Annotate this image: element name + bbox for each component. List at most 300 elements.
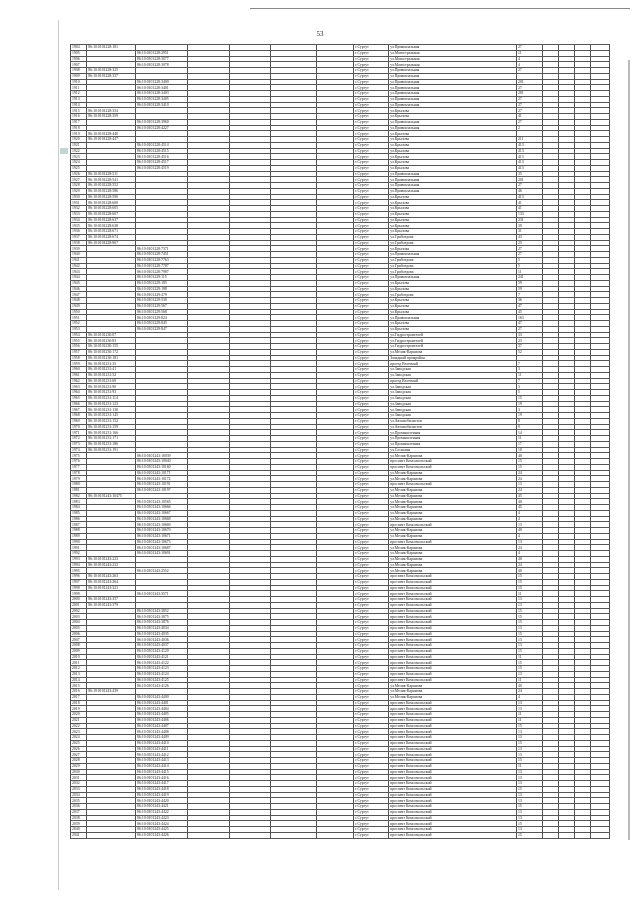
cell-city: г.Сургут <box>354 183 389 189</box>
cell-k2: 86:10:0101243:4417 <box>136 781 188 787</box>
cell-k2: 86:10:0101229:185 <box>136 280 188 286</box>
cell-city: г.Сургут <box>354 746 389 752</box>
cell-street: ул.Крылова <box>389 321 517 327</box>
cell-street: проспект Комсомольский <box>389 677 517 683</box>
cell-k1: 86:10:0101228:607 <box>87 211 136 217</box>
cell-k1: 86:10:0101228:590 <box>87 194 136 200</box>
cell-k2: 86:10:0101243:4400 <box>136 694 188 700</box>
cell-k2: 86:10:0101243:4411 <box>136 746 188 752</box>
cell-street: ул.Привокзальная <box>389 171 517 177</box>
cell-n: 2014 <box>71 677 87 683</box>
cell-k2: 86:10:0101243:4418 <box>136 786 188 792</box>
cell-k2: 86:10:0101243:10669 <box>136 522 188 528</box>
cell-street: проспект Комсомольский <box>389 752 517 758</box>
cell-street: проспект Комсомольский <box>389 660 517 666</box>
cell-k2: 86:10:0101243:4120 <box>136 648 188 654</box>
cell-street: проспект Комсомольский <box>389 832 517 838</box>
cell-city: г.Сургут <box>354 809 389 815</box>
cell-street: проспект Комсомольский <box>389 815 517 821</box>
cell-city: г.Сургут <box>354 827 389 833</box>
cell-h: 59 <box>517 286 543 292</box>
cell-street: ул.Промышленная <box>389 441 517 447</box>
cell-street: ул.Крылова <box>389 286 517 292</box>
cell-city: г.Сургут <box>354 395 389 401</box>
cell-city: г.Сургут <box>354 50 389 56</box>
cell-k2: 86:10:0101243:4421 <box>136 804 188 810</box>
cell-h: 52 <box>517 349 543 355</box>
cell-n: 2012 <box>71 666 87 672</box>
cell-street: проспект Комсомольский <box>389 781 517 787</box>
cell-n: 2000 <box>71 597 87 603</box>
cell-street: ул.Привокзальная <box>389 252 517 258</box>
cell-street: проезд Взлетный <box>389 361 517 367</box>
cell-city: г.Сургут <box>354 775 389 781</box>
cell-city: г.Сургут <box>354 206 389 212</box>
cell-city: г.Сургут <box>354 229 389 235</box>
cell-k2: 86:10:0101243:4413 <box>136 758 188 764</box>
cell-k1 <box>87 832 136 838</box>
cell-city: г.Сургут <box>354 62 389 68</box>
cell-n: 1945 <box>71 280 87 286</box>
cell-h: 27 <box>517 45 543 51</box>
cell-h: 37 <box>517 344 543 350</box>
cell-k2: 86:10:0101228:4227 <box>136 125 188 131</box>
cell-city: г.Сургут <box>354 68 389 74</box>
cell-city: г.Сургут <box>354 137 389 143</box>
cell-city: г.Сургут <box>354 453 389 459</box>
cell-k2: 86:10:0101243:4419 <box>136 792 188 798</box>
cell-city: г.Сургут <box>354 735 389 741</box>
cell-h: 4 <box>517 510 543 516</box>
cell-city: г.Сургут <box>354 556 389 562</box>
cell-street: проспект Комсомольский <box>389 482 517 488</box>
cell-h: 11 <box>517 436 543 442</box>
cell-n: 1985 <box>71 510 87 516</box>
cell-n: 1932 <box>71 206 87 212</box>
cell-h: 15 <box>517 821 543 827</box>
cell-k2: 86:10:0101243:4124 <box>136 671 188 677</box>
cell-n: 1978 <box>71 470 87 476</box>
cell-k2: 86:10:0101243:4404 <box>136 706 188 712</box>
cell-n: 1953 <box>71 326 87 332</box>
cell-k2: 86:10:0101229:845 <box>136 321 188 327</box>
cell-city: г.Сургут <box>354 102 389 108</box>
cell-city: г.Сургут <box>354 712 389 718</box>
cell-n: 1926 <box>71 171 87 177</box>
cell-city: г.Сургут <box>354 326 389 332</box>
cell-city: г.Сургут <box>354 177 389 183</box>
cell-street: ул.Заводская <box>389 407 517 413</box>
cell-street: ул.Привокзальная <box>389 91 517 97</box>
cell-h: 45 <box>517 505 543 511</box>
cell-n: 1904 <box>71 45 87 51</box>
cell-street: ул.Крылова <box>389 114 517 120</box>
cell-h: 27 <box>517 96 543 102</box>
cell-street: проспект Комсомольский <box>389 792 517 798</box>
cell-city: г.Сургут <box>354 269 389 275</box>
cell-h: 13 <box>517 735 543 741</box>
cell-k1: 86:10:0101230:172 <box>87 349 136 355</box>
cell-n: 1943 <box>71 269 87 275</box>
cell-street: ул.Заводская <box>389 367 517 373</box>
cell-city: г.Сургут <box>354 648 389 654</box>
cell-k1: 86:10:0101230:83 <box>87 338 136 344</box>
cell-h: 40 <box>517 528 543 534</box>
cell-k2: 86:10:0101243:4424 <box>136 821 188 827</box>
cell-city: г.Сургут <box>354 821 389 827</box>
cell-street: проспект Комсомольский <box>389 717 517 723</box>
cell-k2: 86:10:0101243:10160 <box>136 464 188 470</box>
cell-h: 13 <box>517 809 543 815</box>
cell-street: проспект Комсомольский <box>389 746 517 752</box>
cell-k2: 86:10:0101228:7763 <box>136 257 188 263</box>
cell-h: 13 <box>517 539 543 545</box>
cell-n: 1980 <box>71 482 87 488</box>
cell-k2: 86:10:0101243:4035 <box>136 631 188 637</box>
cell-street: проспект Комсомольский <box>389 809 517 815</box>
cell-city: г.Сургут <box>354 694 389 700</box>
cell-k2: 86:10:0101243:4123 <box>136 666 188 672</box>
cell-city: г.Сургут <box>354 298 389 304</box>
cell-k2: 86:10:0101243:4410 <box>136 740 188 746</box>
cell-city: г.Сургут <box>354 740 389 746</box>
cell-street: ул.Мелик-Карамова <box>389 556 517 562</box>
cell-n: 1912 <box>71 91 87 97</box>
cell-h: 47 <box>517 303 543 309</box>
cell-k1: 86:10:0101231:41 <box>87 367 136 373</box>
cell-h: 59 <box>517 280 543 286</box>
cell-city: г.Сургут <box>354 522 389 528</box>
cell-n: 1931 <box>71 200 87 206</box>
cell-k2: 86:10:0101243:4420 <box>136 798 188 804</box>
cell-street: проспект Комсомольский <box>389 769 517 775</box>
cell-n: 1914 <box>71 102 87 108</box>
cell-street: проспект Комсомольский <box>389 614 517 620</box>
cell-street: проспект Комсомольский <box>389 700 517 706</box>
cell-h: 11 <box>517 372 543 378</box>
cell-city: г.Сургут <box>354 505 389 511</box>
cell-street: ул.Привокзальная <box>389 73 517 79</box>
cell-street: проспект Комсомольский <box>389 585 517 591</box>
cell-h: 413 <box>517 142 543 148</box>
cell-n: 1962 <box>71 378 87 384</box>
cell-n: 1924 <box>71 160 87 166</box>
cell-n: 2015 <box>71 683 87 689</box>
cell-street: ул.Грибоедова <box>389 292 517 298</box>
cell-n: 2028 <box>71 758 87 764</box>
cell-k2: 86:10:0101243:10668 <box>136 516 188 522</box>
cell-n: 1927 <box>71 177 87 183</box>
cell-n: 2035 <box>71 798 87 804</box>
cell-h: 4 <box>517 56 543 62</box>
cell-street: ул.Грибоедова <box>389 257 517 263</box>
cell-city: г.Сургут <box>354 568 389 574</box>
cell-city: г.Сургут <box>354 131 389 137</box>
cell-n: 1954 <box>71 332 87 338</box>
cell-h: 15 <box>517 804 543 810</box>
cell-city: г.Сургут <box>354 338 389 344</box>
cell-h: 40 <box>517 568 543 574</box>
cell-n: 1946 <box>71 286 87 292</box>
cell-n: 1968 <box>71 413 87 419</box>
cell-k2: 86:10:0101228:4519 <box>136 165 188 171</box>
cell-h: 11 <box>517 269 543 275</box>
cell-city: г.Сургут <box>354 476 389 482</box>
cell-k1: 86:10:0101231:90 <box>87 384 136 390</box>
cell-n: 1982 <box>71 493 87 499</box>
cell-street: проспект Комсомольский <box>389 574 517 580</box>
cell-n: 1994 <box>71 562 87 568</box>
cell-n: 1984 <box>71 505 87 511</box>
cell-city: г.Сургут <box>354 758 389 764</box>
cell-street: ул.Заводская <box>389 401 517 407</box>
cell-n: 2025 <box>71 740 87 746</box>
cell-city: г.Сургут <box>354 752 389 758</box>
cell-n: 1907 <box>71 62 87 68</box>
cell-n: 1937 <box>71 234 87 240</box>
cell-k2: 86:10:0101243:4407 <box>136 723 188 729</box>
cell-street: ул.Крылова <box>389 303 517 309</box>
cell-street: проспект Комсомольский <box>389 648 517 654</box>
cell-k1: 86:10:0101231:152 <box>87 418 136 424</box>
cell-city: г.Сургут <box>354 798 389 804</box>
cell-city: г.Сургут <box>354 194 389 200</box>
cell-n: 2036 <box>71 804 87 810</box>
cell-k1: 86:10:0101231:186 <box>87 441 136 447</box>
cell-city: г.Сургут <box>354 332 389 338</box>
cell-city: г.Сургут <box>354 654 389 660</box>
cell-city: г.Сургут <box>354 252 389 258</box>
cell-city: г.Сургут <box>354 608 389 614</box>
cell-k1: 86:10:0101228:552 <box>87 183 136 189</box>
cell-n: 2002 <box>71 608 87 614</box>
cell-city: г.Сургут <box>354 372 389 378</box>
cell-k2: 86:10:0101229:115 <box>136 275 188 281</box>
cell-k1: 86:10:0101231:130 <box>87 407 136 413</box>
cell-k2: 86:10:0101243:4425 <box>136 827 188 833</box>
cell-k2: 86:10:0101243:4401 <box>136 700 188 706</box>
cell-k2: 86:10:0101243:10191 <box>136 482 188 488</box>
cell-k2: 86:10:0101229:824 <box>136 315 188 321</box>
cell-k1: 86:10:0101228:337 <box>87 73 136 79</box>
cell-h: 13 <box>517 775 543 781</box>
cell-k2: 86:10:0101243:4121 <box>136 654 188 660</box>
cell-street: проспект Комсомольский <box>389 723 517 729</box>
cell-h: 27 <box>517 102 543 108</box>
cell-k2: 86:10:0101243:4122 <box>136 660 188 666</box>
cell-street: ул.Мелик-Карамова <box>389 499 517 505</box>
cell-city: г.Сургут <box>354 240 389 246</box>
cell-h: 27 <box>517 85 543 91</box>
cell-k2: 86:10:0101243:10040 <box>136 459 188 465</box>
cell-h: 13 <box>517 602 543 608</box>
cell-k1: 86:10:0101228:586 <box>87 188 136 194</box>
cell-city: г.Сургут <box>354 677 389 683</box>
cell-h: 15 <box>517 723 543 729</box>
cell-n: 1934 <box>71 217 87 223</box>
cell-city: г.Сургут <box>354 413 389 419</box>
cell-h: 11 <box>517 654 543 660</box>
cell-n: 1959 <box>71 361 87 367</box>
cell-city: г.Сургут <box>354 620 389 626</box>
cell-city: г.Сургут <box>354 114 389 120</box>
cell-street: ул.Крылова <box>389 154 517 160</box>
cell-h: 27 <box>517 326 543 332</box>
cell-n: 1974 <box>71 447 87 453</box>
cell-n: 1948 <box>71 298 87 304</box>
cell-n: 1990 <box>71 539 87 545</box>
right-page-edge <box>628 60 630 840</box>
cell-n: 2019 <box>71 706 87 712</box>
cell-street: ул.Крылова <box>389 142 517 148</box>
cell-h: 15 <box>517 579 543 585</box>
cell-k1: 86:10:0101228:181 <box>87 45 136 51</box>
cell-city: г.Сургут <box>354 792 389 798</box>
cell-n: 2022 <box>71 723 87 729</box>
cell-street: ул.Привокзальная <box>389 275 517 281</box>
cell-n: 2017 <box>71 694 87 700</box>
cell-city: г.Сургут <box>354 390 389 396</box>
cell-city: г.Сургут <box>354 73 389 79</box>
cell-n: 2016 <box>71 689 87 695</box>
cell-k1: 86:10:0101228:605 <box>87 206 136 212</box>
cell-street: ул.Крылова <box>389 131 517 137</box>
cell-n: 1993 <box>71 556 87 562</box>
cell-n: 1915 <box>71 108 87 114</box>
cell-h: 15 <box>517 631 543 637</box>
cell-h: 3 <box>517 367 543 373</box>
cell-city: г.Сургут <box>354 717 389 723</box>
cell-k2: 86:10:0101243:4415 <box>136 769 188 775</box>
cell-city: г.Сургут <box>354 528 389 534</box>
cell-h: 46 <box>517 188 543 194</box>
cell-n: 1942 <box>71 263 87 269</box>
cell-n: 1935 <box>71 223 87 229</box>
cell-city: г.Сургут <box>354 625 389 631</box>
cell-n: 1951 <box>71 315 87 321</box>
cell-city: г.Сургут <box>354 545 389 551</box>
cell-city: г.Сургут <box>354 108 389 114</box>
cell-k2: 86:10:0101243:4125 <box>136 677 188 683</box>
cell-k1: 86:10:0101228:637 <box>87 217 136 223</box>
cell-street: ул.Мелик-Карамова <box>389 453 517 459</box>
cell-street: ул.Заводская <box>389 413 517 419</box>
cell-h: 15 <box>517 786 543 792</box>
cell-k1: 86:10:0101243:379 <box>87 602 136 608</box>
cell-h: 35 <box>517 171 543 177</box>
cell-n: 2006 <box>71 631 87 637</box>
cell-h: 11 <box>517 591 543 597</box>
cell-street: ул.Грибоедова <box>389 263 517 269</box>
scan-mark <box>60 148 68 154</box>
cell-street: ул.Мелик-Карамова <box>389 551 517 557</box>
cell-city: г.Сургут <box>354 188 389 194</box>
cell-k2: 86:10:0101228:7451 <box>136 252 188 258</box>
cell-city: г.Сургут <box>354 643 389 649</box>
cell-n: 1979 <box>71 476 87 482</box>
cell-street: ул.Привокзальная <box>389 45 517 51</box>
cell-h: 41 <box>517 114 543 120</box>
cell-city: г.Сургут <box>354 763 389 769</box>
cell-h: 13 <box>517 671 543 677</box>
cell-empty <box>270 832 316 838</box>
cell-city: г.Сургут <box>354 832 389 838</box>
cell-city: г.Сургут <box>354 119 389 125</box>
cell-k2: 86:10:0101243:10039 <box>136 453 188 459</box>
cell-h: 4 <box>517 533 543 539</box>
cell-city: г.Сургут <box>354 355 389 361</box>
cell-n: 2037 <box>71 809 87 815</box>
cell-city: г.Сургут <box>354 614 389 620</box>
cell-h: 24 <box>517 545 543 551</box>
cell-city: г.Сургут <box>354 579 389 585</box>
cell-city: г.Сургут <box>354 781 389 787</box>
cell-h: 133 <box>517 211 543 217</box>
cell-h: 3 <box>517 384 543 390</box>
cell-street: ул.Заводская <box>389 390 517 396</box>
cell-n: 1996 <box>71 574 87 580</box>
cell-h: 5 <box>517 390 543 396</box>
cell-street: ул.Крылова <box>389 326 517 332</box>
cell-n: 1921 <box>71 142 87 148</box>
cell-k1: 86:10:0101231:52 <box>87 372 136 378</box>
cell-k1: 86:10:0101231:171 <box>87 436 136 442</box>
cell-k2: 86:10:0101243:4409 <box>136 735 188 741</box>
cell-n: 1922 <box>71 148 87 154</box>
cell-n: 1910 <box>71 79 87 85</box>
cell-n: 2021 <box>71 717 87 723</box>
cell-street: ул.Крылова <box>389 246 517 252</box>
cell-city: г.Сургут <box>354 815 389 821</box>
cell-n: 2039 <box>71 821 87 827</box>
cell-n: 1971 <box>71 430 87 436</box>
cell-city: г.Сургут <box>354 378 389 384</box>
cell-n: 2018 <box>71 700 87 706</box>
cell-city: г.Сургут <box>354 344 389 350</box>
cell-city: г.Сургут <box>354 142 389 148</box>
cell-street: ул.Крылова <box>389 137 517 143</box>
cell-k2: 86:10:0101228:7371 <box>136 246 188 252</box>
cell-h: 39 <box>517 223 543 229</box>
cell-k2: 86:10:0101243:3876 <box>136 620 188 626</box>
cell-n: 1998 <box>71 585 87 591</box>
cell-h: 27 <box>517 183 543 189</box>
cell-k2: 86:10:0101228:7987 <box>136 269 188 275</box>
cell-n: 2008 <box>71 643 87 649</box>
cell-street: ул.Автомобилистов <box>389 424 517 430</box>
cell-street: ул.Привокзальная <box>389 177 517 183</box>
cell-k2: 86:10:0101228:4516 <box>136 154 188 160</box>
cell-k2: 86:10:0101243:4037 <box>136 643 188 649</box>
cell-k2: 86:10:0101228:4515 <box>136 148 188 154</box>
cell-k2: 86:10:0101243:10671 <box>136 533 188 539</box>
cell-street: ул.Привокзальная <box>389 85 517 91</box>
cell-n: 1958 <box>71 355 87 361</box>
cell-h: 211 <box>517 137 543 143</box>
cell-h: 40 <box>517 499 543 505</box>
cell-street: ул.Мелик-Карамова <box>389 694 517 700</box>
cell-h: 15 <box>517 614 543 620</box>
cell-street: проспект Комсомольский <box>389 671 517 677</box>
cell-street: ул.Сосновая <box>389 447 517 453</box>
cell-empty <box>591 832 610 838</box>
cell-street: ул.Заводская <box>389 372 517 378</box>
cell-n: 1991 <box>71 545 87 551</box>
cell-n: 1975 <box>71 453 87 459</box>
cell-k2: 86:10:0101228:3400 <box>136 79 188 85</box>
cell-street: ул.Мелик-Карамова <box>389 349 517 355</box>
cell-n: 1941 <box>71 257 87 263</box>
